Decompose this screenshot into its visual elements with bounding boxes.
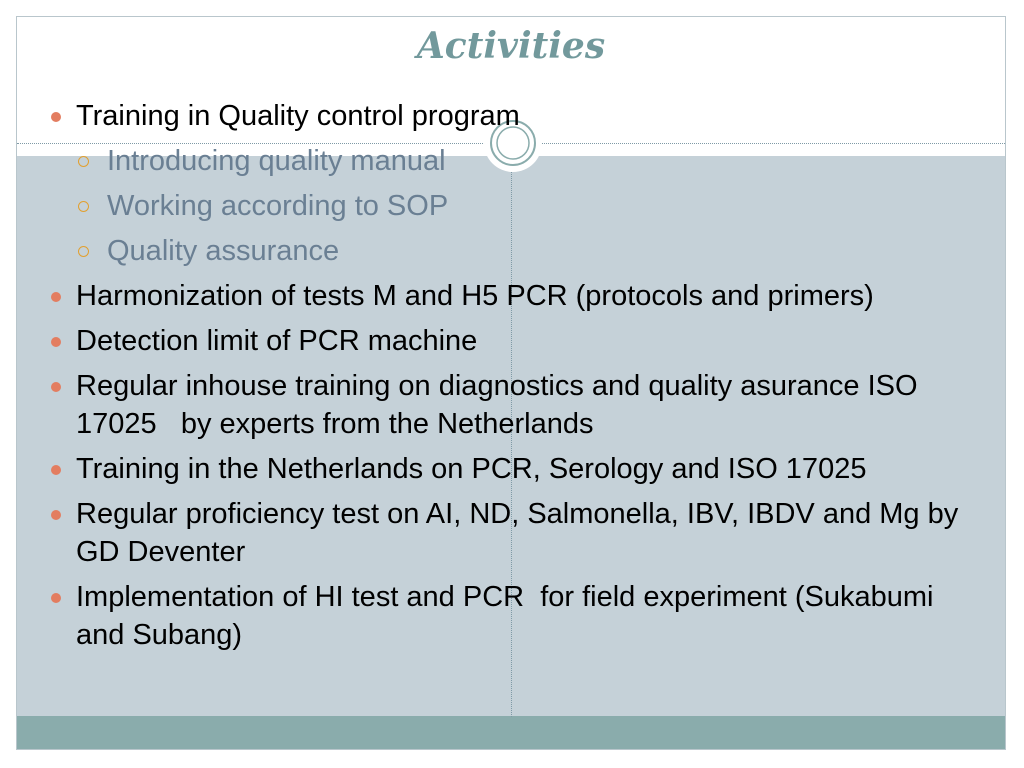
bullet-text: Training in the Netherlands on PCR, Serology and ISO 17025 [76,453,867,485]
bullet-text: Regular inhouse training on diagnostics and quality asurance ISO 17025 by experts from the Netherlands [76,370,926,440]
bullet-item [47,322,967,360]
bullet-text: Training in Quality control program [76,100,520,132]
bullet-text: Regular proficiency test on AI, ND, Salmonella, IBV, IBDV and Mg by GD Deventer [76,498,959,568]
bullet-icon [51,510,61,520]
slide-title: Activities [416,25,606,67]
bullet-item [47,367,967,443]
bullet-icon [51,292,61,302]
bullet-list [47,97,967,661]
sub-bullet-icon [78,156,89,167]
bullet-icon [51,593,61,603]
bullet-text: Implementation of HI test and PCR for field experiment (Sukabumi and Subang) [76,581,942,651]
bullet-text: Harmonization of tests M and H5 PCR (protocols and primers) [76,280,874,312]
sub-bullet-text: Quality assurance [107,235,340,267]
bullet-item [47,97,967,135]
bullet-icon [51,112,61,122]
bullet-icon [51,337,61,347]
bullet-icon [51,465,61,475]
bullet-text: Detection limit of PCR machine [76,325,478,357]
sub-bullet-text: Working according to SOP [107,190,449,222]
background-band-dark [17,716,1005,750]
slide [16,16,1006,750]
bullet-item [47,450,967,488]
sub-bullet-text: Introducing quality manual [107,145,446,177]
bullet-item [47,277,967,315]
sub-bullet-item [47,187,967,225]
bullet-icon [51,382,61,392]
bullet-item [47,495,967,571]
sub-bullet-item [47,232,967,270]
sub-bullet-icon [78,201,89,212]
bullet-item [47,578,967,654]
sub-bullet-icon [78,246,89,257]
sub-bullet-item [47,142,967,180]
